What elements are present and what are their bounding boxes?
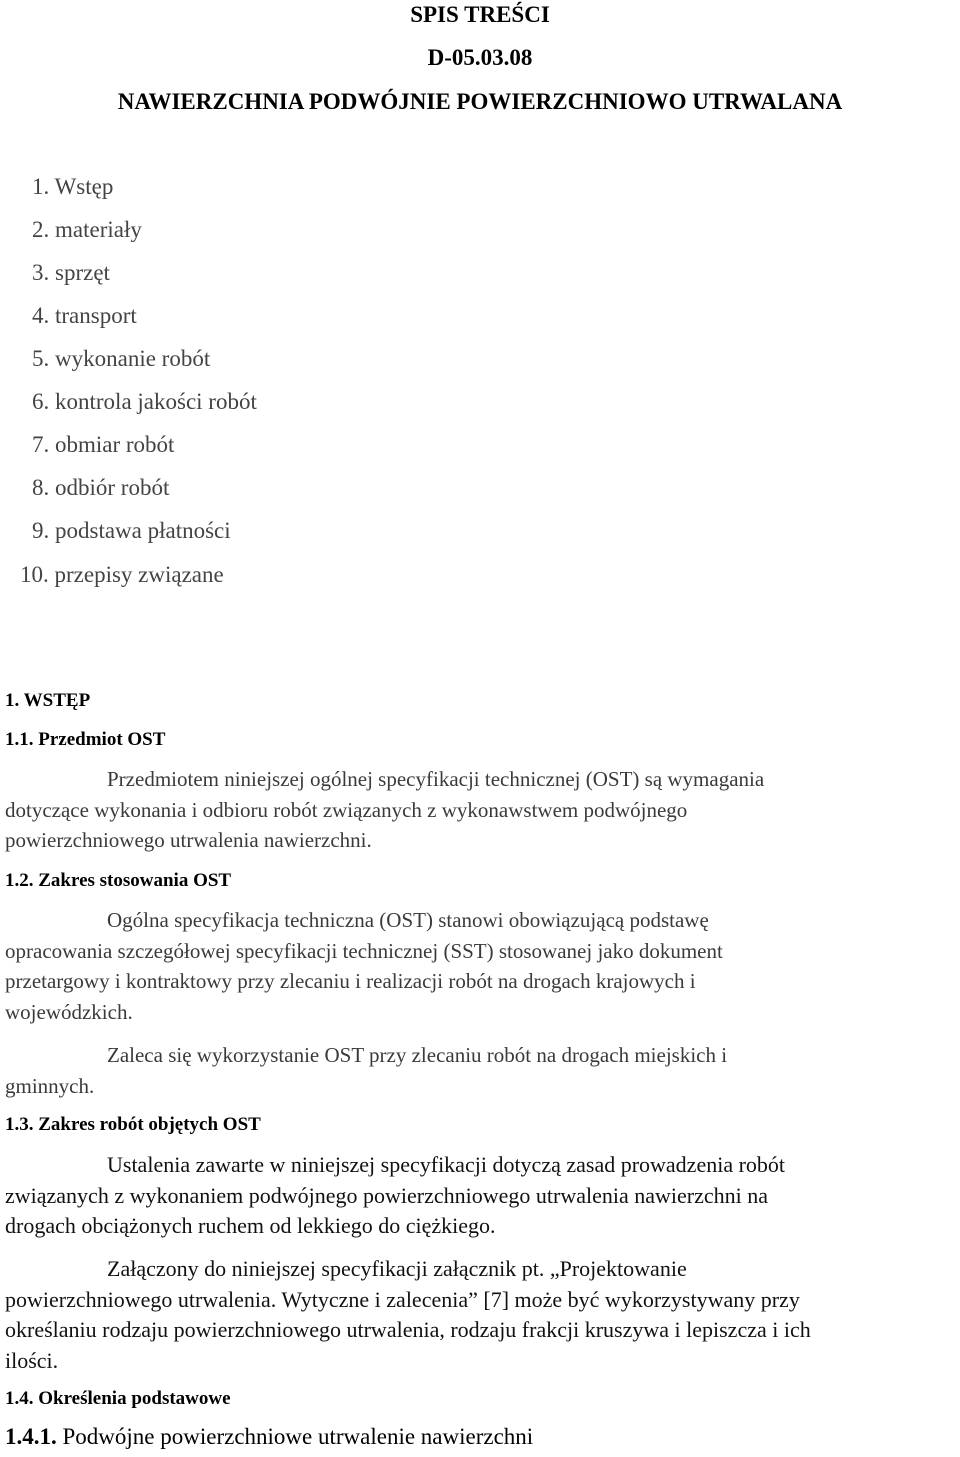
paragraph-line: przetargowy i kontraktowy przy zlecaniu i realizacji robót na drogach krajowych i [5,969,696,993]
paragraph-line: Załączony do niniejszej specyfikacji załącznik pt. „Projektowanie [107,1256,687,1281]
toc-item[interactable]: 9. podstawa płatności [32,518,231,543]
paragraph-line: Ogólna specyfikacja techniczna (OST) stanowi obowiązującą podstawę [107,908,709,932]
doc-code: D-05.03.08 [427,45,533,70]
paragraph-1-3-a [5,1150,960,1242]
toc-item[interactable]: 3. sprzęt [32,260,110,285]
toc-item[interactable]: 10. przepisy związane [20,562,224,587]
toc-item[interactable]: 8. odbiór robót [32,475,170,500]
section-heading-1-3: 1.3. Zakres robót objętych OST [5,1114,261,1135]
paragraph-line: ilości. [5,1347,59,1373]
paragraph-line: Zaleca się wykorzystanie OST przy zlecaniu robót na drogach miejskich i [107,1043,728,1067]
paragraph-line: gminnych. [5,1073,95,1098]
paragraph-line: określaniu rodzaju powierzchniowego utrwalenia, rodzaju frakcji kruszywa i lepiszcza i ich [5,1317,811,1342]
section-heading-1-1: 1.1. Przedmiot OST [5,729,166,750]
toc-item[interactable]: 6. kontrola jakości robót [32,389,257,414]
paragraph-line: powierzchniowego utrwalenia nawierzchni. [5,828,372,852]
paragraph-line: wojewódzkich. [5,999,133,1024]
toc-item[interactable]: 1. Wstęp [32,174,114,199]
paragraph-1-2-b [5,1040,960,1101]
paragraph-line: Przedmiotem niniejszej ogólnej specyfikacji technicznej (OST) są wymagania [107,767,765,791]
subsection-1-4-1 [5,1424,533,1450]
paragraph-line: dotyczące wykonania i odbioru robót związanych z wykonawstwem podwójnego [5,797,688,822]
paragraph-1-3-b [5,1254,960,1376]
toc-item[interactable]: 4. transport [32,303,137,328]
doc-title: SPIS TREŚCI [410,2,550,27]
paragraph-line: Ustalenia zawarte w niniejszej specyfikacji dotyczą zasad prowadzenia robót [107,1152,786,1177]
section-heading-1-2: 1.2. Zakres stosowania OST [5,870,232,891]
toc-item[interactable]: 7. obmiar robót [32,432,175,457]
paragraph-1-2-a [5,905,960,1027]
paragraph-1-1 [5,764,960,856]
paragraph-line: drogach obciążonych ruchem od lekkiego do ciężkiego. [5,1213,496,1238]
toc-item[interactable]: 2. materiały [32,217,142,242]
subsection-title: Podwójne powierzchniowe utrwalenie nawierzchni [62,1424,534,1449]
paragraph-line: opracowania szczegółowej specyfikacji technicznej (SST) stosowanej jako dokument [5,938,723,963]
paragraph-line: związanych z wykonaniem podwójnego powierzchniowego utrwalenia nawierzchni na [5,1182,768,1208]
doc-subtitle: NAWIERZCHNIA PODWÓJNIE POWIERZCHNIOWO UTRWALANA [117,89,843,114]
section-heading-1: 1. WSTĘP [5,690,91,711]
section-heading-1-4: 1.4. Określenia podstawowe [5,1388,231,1409]
subsection-number: 1.4.1. [5,1424,57,1449]
paragraph-line: powierzchniowego utrwalenia. Wytyczne i zalecenia” [7] może być wykorzystywany przy [5,1286,800,1312]
toc-item[interactable]: 5. wykonanie robót [32,346,211,371]
